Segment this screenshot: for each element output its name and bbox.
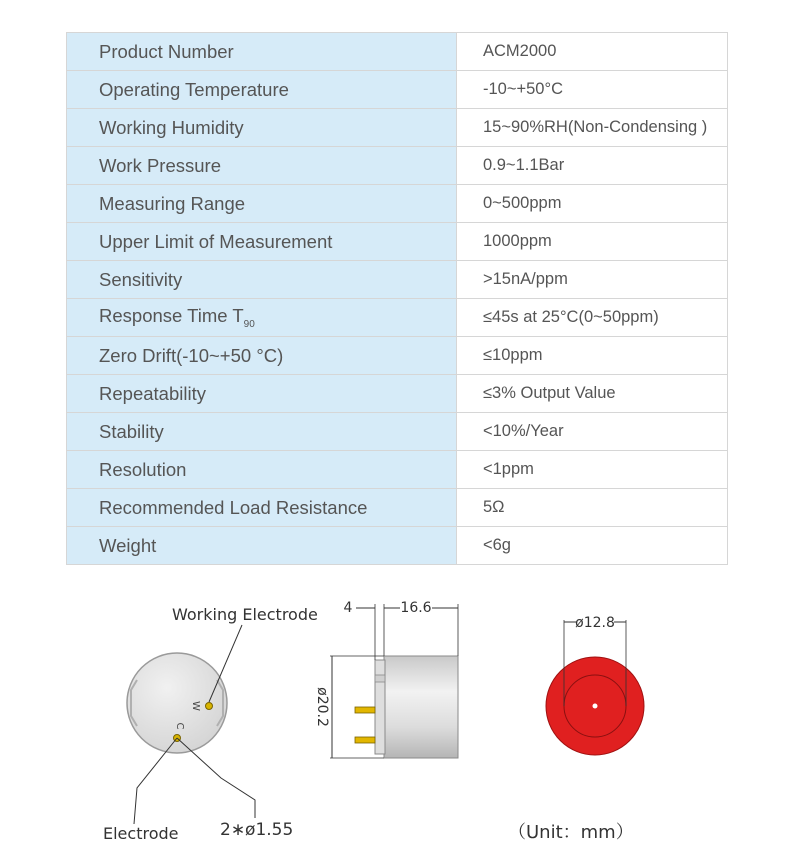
- sensor-cap: [375, 660, 385, 754]
- front-view: [127, 625, 255, 824]
- spec-value: <1ppm: [457, 451, 728, 489]
- spec-row: [67, 299, 728, 337]
- spec-row: [67, 71, 728, 109]
- side-view: [314, 600, 458, 758]
- spec-row: [67, 185, 728, 223]
- spec-row: [67, 375, 728, 413]
- unit-label: （Unit：mm）: [508, 822, 634, 843]
- spec-param: [67, 451, 457, 489]
- spec-param: [67, 413, 457, 451]
- spec-value: <10%/Year: [457, 413, 728, 451]
- gas-inlet-hole: [593, 704, 598, 709]
- dim-4: 4: [343, 600, 353, 616]
- spec-param-subscript: 90: [243, 319, 255, 330]
- mark-c: C: [174, 722, 185, 730]
- working-electrode-label: Working Electrode: [172, 605, 318, 624]
- spec-value: 0~500ppm: [457, 185, 728, 223]
- spec-param-text: Measuring Range: [99, 192, 246, 214]
- spec-param: [67, 489, 457, 527]
- spec-row: [67, 33, 728, 71]
- spec-value: 1000ppm: [457, 223, 728, 261]
- spec-row: [67, 489, 728, 527]
- dim-20-2: ø20.2: [314, 687, 330, 727]
- spec-table-body: [67, 33, 728, 565]
- spec-param-text: Weight: [99, 534, 157, 556]
- spec-row: [67, 223, 728, 261]
- spec-row: [67, 451, 728, 489]
- spec-value: ACM2000: [457, 33, 728, 71]
- dim-16-6: 16.6: [400, 600, 432, 616]
- spec-param: [67, 337, 457, 375]
- dim-12-8: ø12.8: [575, 615, 615, 631]
- spec-row: [67, 337, 728, 375]
- pin-diameter-label: 2∗ø1.55: [220, 820, 294, 840]
- side-pin-bottom: [355, 737, 375, 743]
- spec-value: -10~+50°C: [457, 71, 728, 109]
- spec-value: <6g: [457, 527, 728, 565]
- working-electrode-pin: [206, 703, 213, 710]
- spec-param: [67, 71, 457, 109]
- spec-row: [67, 527, 728, 565]
- spec-param: [67, 261, 457, 299]
- spec-param-text: Zero Drift(-10~+50 °C): [99, 344, 284, 366]
- spec-row: [67, 109, 728, 147]
- spec-param-text: Sensitivity: [99, 268, 183, 290]
- spec-param-text: Upper Limit of Measurement: [99, 230, 333, 252]
- sensor-body: [384, 656, 458, 758]
- spec-param: [67, 375, 457, 413]
- spec-value: 5Ω: [457, 489, 728, 527]
- electrode-label: Electrode: [103, 824, 179, 843]
- spec-value: >15nA/ppm: [457, 261, 728, 299]
- mark-w: W: [190, 701, 201, 711]
- spec-param: [67, 299, 457, 337]
- spec-value: 15~90%RH(Non-Condensing ): [457, 109, 728, 147]
- spec-row: [67, 147, 728, 185]
- spec-param: [67, 223, 457, 261]
- spec-param: [67, 147, 457, 185]
- spec-value: ≤10ppm: [457, 337, 728, 375]
- spec-value: ≤3% Output Value: [457, 375, 728, 413]
- spec-param-text: Recommended Load Resistance: [99, 496, 368, 518]
- spec-table: [66, 32, 728, 565]
- spec-param: [67, 109, 457, 147]
- spec-param-text: Product Number: [99, 40, 234, 62]
- spec-row: [67, 413, 728, 451]
- spec-row: [67, 261, 728, 299]
- spec-param: [67, 527, 457, 565]
- spec-param: [67, 185, 457, 223]
- spec-value: 0.9~1.1Bar: [457, 147, 728, 185]
- spec-param-text: Repeatability: [99, 382, 206, 404]
- side-pin-top: [355, 707, 375, 713]
- back-view: [546, 615, 644, 755]
- spec-param-text: Work Pressure: [99, 154, 221, 176]
- spec-param-text: Working Humidity: [99, 116, 244, 138]
- spec-param: [67, 33, 457, 71]
- spec-value: ≤45s at 25°C(0~50ppm): [457, 299, 728, 337]
- spec-param-text: Operating Temperature: [99, 78, 289, 100]
- spec-param-text: Response Time T: [99, 305, 244, 326]
- spec-param-text: Stability: [99, 420, 164, 442]
- spec-param-text: Resolution: [99, 458, 187, 480]
- sensor-diagrams: [0, 580, 790, 844]
